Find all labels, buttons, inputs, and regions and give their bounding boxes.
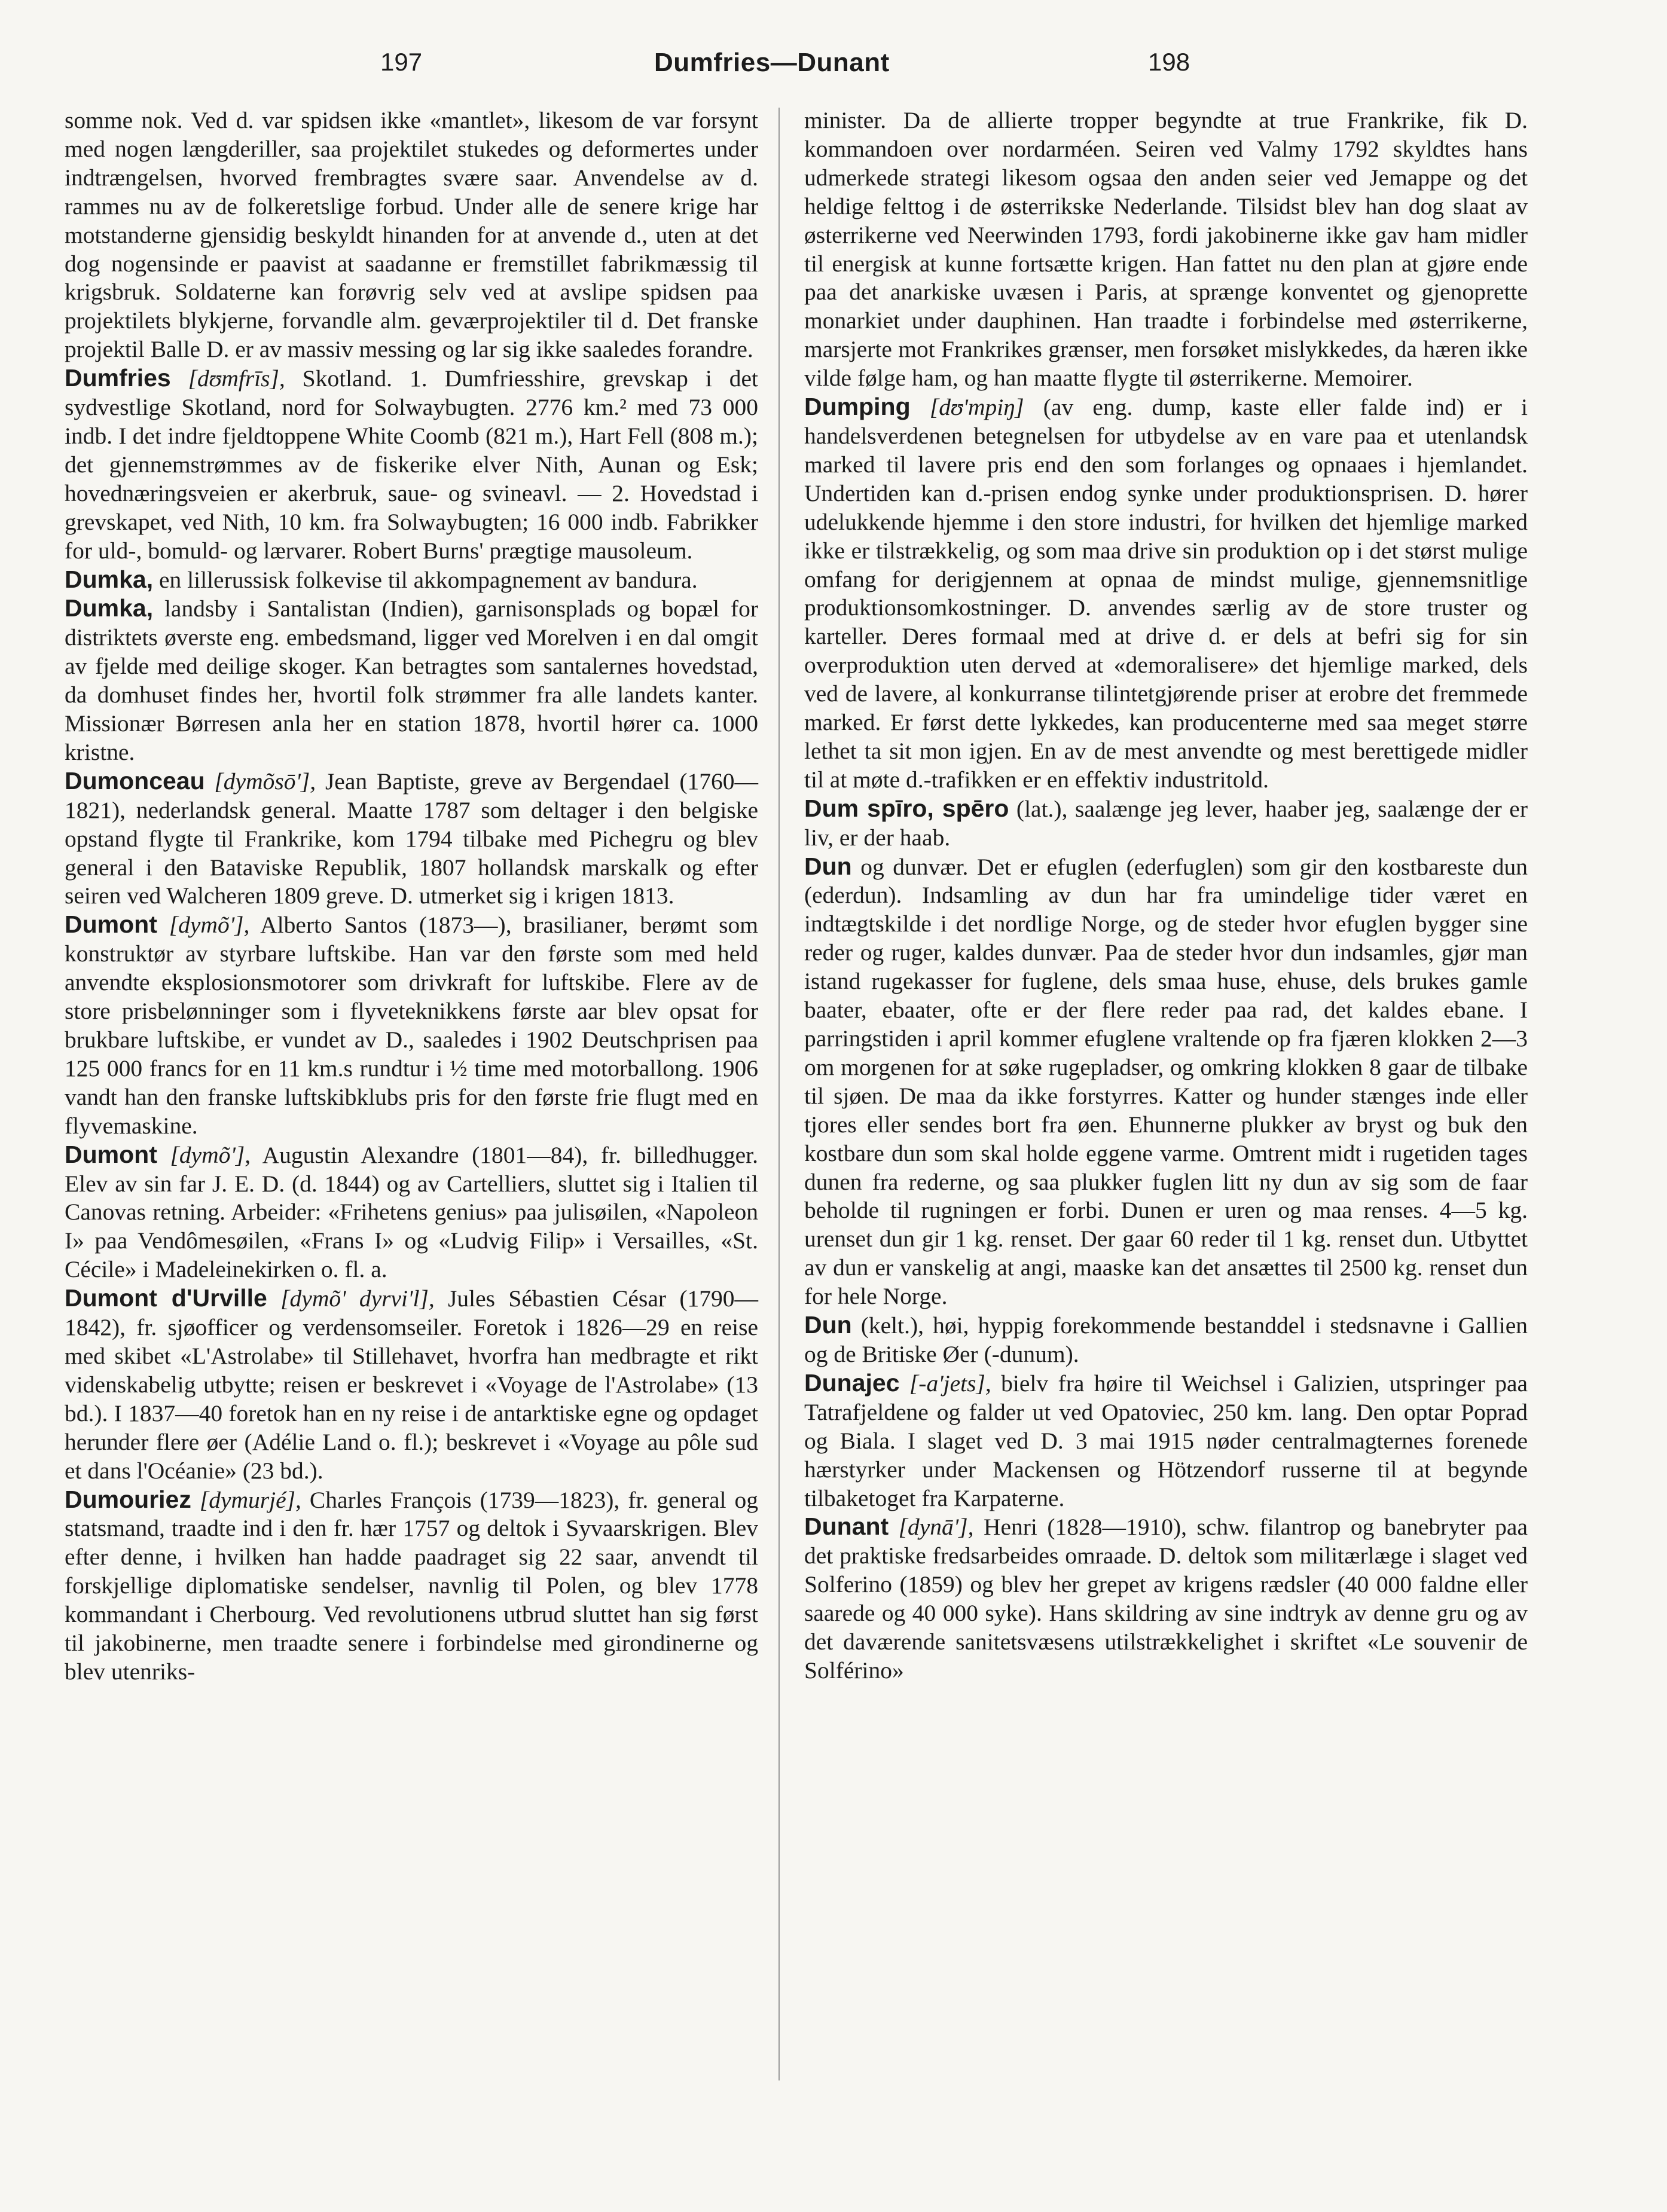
entry-headword: Dun [804,1311,852,1339]
entry-pronunciation: [dynā'], [898,1514,974,1541]
entry-headword: Dum spīro, spēro [804,794,1009,822]
entry-pronunciation: [dymõ' dyrvi'l], [280,1285,435,1312]
entry-headword: Dumfries [65,364,171,392]
page-number-right: 198 [1148,48,1190,76]
entry-pronunciation: [dymõ'], [169,912,250,939]
entry-text: Skotland. 1. Dumfriesshire, grevskap i det sydvestlige Skotland, nord for Solwaybugten. 2776 km.² med 73 000 indb. I det indre fjeldtoppene White Coomb (821 m.), Hart Fell (808 m.); det gjennemstrømmes av de fiskerike elver Nith, Aunan og Esk; hovednæringsveien er akerbruk, saue- og svineavl. — 2. Hovedstad i grevskapet, ved Nith, 10 km. fra Solwaybugten; 16 000 indb. Fabrikker for uld-, bomuld- og lærvarer. Robert Burns' prægtige mausoleum. [65,365,759,564]
entry-pronunciation: [dymõ'], [170,1141,251,1168]
dictionary-entry [804,1513,1528,1685]
entry-headword: Dumouriez [65,1485,191,1513]
entry-pronunciation: [dymõsō'], [214,768,316,795]
entry-text: Jules Sébastien César (1790—1842), fr. sjøofficer og verdensomseiler. Foretok i 1826—29 en reise med skibet «L'Astrolabe» til Stillehavet, hvorfra han medbragte et rikt videnskabelig utbytte; reisen er beskrevet i «Voyage de l'Astrolabe» (13 bd.). I 1837—40 foretok han en ny reise i de antarktiske egne og opdaget herunder flere øer (Adélie Land o. fl.); beskrevet i «Voyage au pôle sud et dans l'Océanie» (23 bd.). [65,1285,758,1484]
left-column [65,106,758,1687]
entry-text: bielv fra høire til Weichsel i Galizien, utspringer paa Tatrafjeldene og falder ut ved Opatoviec, 250 km. lang. Den optar Poprad og Biala. I slaget ved D. 3 mai 1915 nøder centralmagternes forenede hærstyrker under Mackensen og Hötzendorf russerne til at begynde tilbaketoget fra Karpaterne. [804,1370,1528,1511]
entry-headword: Dumping [804,393,911,421]
entry-text: Alberto Santos (1873—), brasilianer, berømt som konstruktør av styrbare luftskibe. Han var den første som med held anvendte eksplosionsmotorer som drivkraft for luftskibe. Flere av de store prisbelønninger som i flyveteknikkens første aar blev opsat for brukbare luftskibe, er vundet av D., saaledes i 1902 Deutschprisen paa 125 000 francs for en 11 km.s rundtur i ½ time med motorballong. 1906 vandt han den franske luftskibklubs pris for den første frie flugt med en flyvemaskine. [65,912,758,1139]
entry-text: en lillerussisk folkevise til akkompagnement av bandura. [158,566,698,593]
entry-text: (kelt.), høi, hyppig forekommende bestanddel i stedsnavne i Gallien og de Britiske Øer (-dunum). [804,1312,1528,1367]
entry-text: og dunvær. Det er efuglen (ederfuglen) som gir den kostbareste dun (ederdun). Indsamling av dun har fra umindelige tider været en indtægtskilde i det nordlige Norge, og de steder hvor efuglen bygger sine reder og ruger, kaldes dunvær. Paa de steder hvor dun indsamles, gjør man istand rugekasser for fuglene, dels smaa huse, ehuse, dels brukes gamle baater, ebaater, ofte er der flere reder paa rad, det kaldes ebane. I parringstiden i april kommer efuglene vraltende op fra fjæren klokken 2—3 om morgenen for at søke rugepladser, og omkring klokken 8 gaar de tilbake til sjøen. De maa da ikke forstyrres. Katter og hunder stænges inde eller tjores eller sendes bort fra øen. Ehunnerne plukker av bryst og buk den kostbare dun som skal holde eggene varme. Omtrent midt i rugetiden tages dunen fra rederne, og saa plukker fuglen litt ny dun av sig som de faar beholde til rugningen er forbi. Dunen er uren og maa renses. 4—5 kg. urenset dun gir 1 kg. renset. Der gaar 60 reder til 1 kg. renset dun. Utbyttet av dun er vanskelig at angi, maaske kan det ansættes til 2500 kg. renset dun for hele Norge. [804,853,1528,1310]
entry-headword: Dumont [65,1140,157,1168]
dictionary-entry [804,1369,1528,1513]
dictionary-entry [65,1284,758,1485]
entry-text: somme nok. Ved d. var spidsen ikke «mantlet», likesom de var forsynt med nogen længderiller, saa projektilet stukedes og deformertes under indtrængelsen, hvorved frembragtes svære saar. Anvendelse av d. rammes nu av de folkeretslige forbud. Under alle de senere krige har motstanderne gjensidig beskyldt hinanden for at anvende d., uten at det dog nogensinde er paavist at saadanne er fremstillet fabrikmæssig til krigsbruk. Soldaterne kan forøvrig selv ved at avslipe spidsen paa projektilets blykjerne, forvandle alm. geværprojektiler til d. Det franske projektil Balle D. er av massiv messing og lar sig ikke saaledes forandre. [65,107,758,363]
entry-text: Augustin Alexandre (1801—84), fr. billedhugger. Elev av sin far J. E. D. (d. 1844) og av Cartelliers, sluttet sig i Italien til Canovas retning. Arbeider: «Frihetens genius» paa julisøilen, «Napoleon I» paa Vendômesøilen, «Frans I» og «Ludvig Filip» i Versailles, «St. Cécile» i Madeleinekirken o. fl. a. [65,1141,759,1283]
entry-headword: Dumont [65,911,157,939]
entry-text: (lat.), saalænge jeg lever, haaber jeg, saalænge der er liv, er der haab. [804,795,1528,851]
page-header [0,48,1667,84]
entry-text: landsby i Santalistan (Indien), garnisonsplads og bopæl for distriktets øverste eng. embedsmand, ligger ved Morelven i en dal omgit av fjelde med deilige skoger. Kan betragtes som santalernes hovedstad, da domhuset findes her, hvortil folk strømmer fra alle landets kanter. Missionær Børresen anla her en station 1878, hvortil hører ca. 1000 kristne. [65,595,758,765]
dictionary-entry [65,566,758,595]
entry-headword: Dunant [804,1513,889,1541]
entry-continuation [65,106,758,364]
dictionary-entry [65,767,758,911]
column-divider [778,108,780,2080]
dictionary-entry [804,853,1528,1312]
entry-text: (av eng. dump, kaste eller falde ind) er i handelsverdenen betegnelsen for utbydelse av en vare paa et utenlandsk marked til lavere pris end den som forlanges og opnaaes i hjemlandet. Undertiden kan d.-prisen endog synke under produktionsprisen. D. hører udelukkende hjemme i den store industri, for hvilken det hjemlige marked ikke er tilstrækkelig, og som maa drive sin produktion op i det størst mulige omfang for derigjennem at opnaa de mindst mulige, gjennemsnitlige produktionsomkostninger. D. anvendes særlig av de store truster og karteller. Deres formaal med at drive d. er dels at befri sig for sin overproduktion uten derved at «demoralisere» det hjemlige marked, dels ved de lavere, al konkurranse tilintetgjørende priser at erobre det fremmede marked. Er først dette lykkedes, kan producenterne med saa meget større lethet ta sit mon igjen. En av de mest anvendte og mest berettigede midler til at møte d.-trafikken er en effektiv industritold. [804,394,1528,793]
entry-continuation [804,106,1528,393]
dictionary-entry [65,1486,758,1687]
dictionary-entry [65,911,758,1140]
entry-headword: Dunajec [804,1368,900,1397]
dictionary-entry [804,1311,1528,1369]
entry-text: Jean Baptiste, greve av Bergendael (1760—1821), nederlandsk general. Maatte 1787 som deltager i den belgiske opstand flygte til Frankrike, kom 1794 tilbake med Pichegru og blev general i den Bataviske Republik, 1807 hollandsk marskalk og efter seiren ved Walcheren 1809 greve. D. utmerket sig i krigen 1813. [65,768,759,909]
entry-headword: Dun [804,852,852,880]
dictionary-entry [804,393,1528,795]
dictionary-entry [65,364,758,565]
page-title: Dumfries—Dunant [654,48,890,77]
entry-headword: Dumka, [65,594,154,622]
entry-text: Henri (1828—1910), schw. filantrop og banebryter paa det praktiske fredsarbeides omraade. D. deltok som militærlæge i slaget ved Solferino (1859) og blev her grepet av krigens rædsler (40 000 faldne eller saarede og 40 000 syke). Hans skildring av sine indtryk av denne gru og av det daværende sanitetsvæsens utilstrækkelighet i skriftet «Le souvenir de Solférino» [804,1514,1528,1684]
entry-pronunciation: [dʊmfrīs], [188,365,285,392]
entry-pronunciation: [dʊ'mpiŋ] [929,394,1024,421]
entry-pronunciation: [-a'jets], [909,1370,991,1397]
entry-headword: Dumka, [65,565,154,593]
entry-pronunciation: [dymurjé], [199,1486,301,1513]
entry-headword: Dumonceau [65,766,205,795]
dictionary-entry [65,594,758,766]
dictionary-entry [804,795,1528,853]
dictionary-entry [65,1141,758,1285]
right-column [804,106,1528,1685]
entry-text: minister. Da de allierte tropper begyndte at true Frankrike, fik D. kommandoen over nordarméen. Seiren ved Valmy 1792 skyldtes hans udmerkede strategi likesom ogsaa den anden seier ved Jemappe og det heldige felttog i de østerrikske Nederlande. Tilsidst blev han dog slaat av østerrikerne ved Neerwinden 1793, fordi jakobinerne ikke gav ham midler til energisk at kunne fortsætte krigen. Han fattet nu den plan at gjøre ende paa det anarkiske uvæsen i Paris, at sprænge konventet og gjenoprette monarkiet under dauphinen. Han traadte i forbindelse med østerrikerne, marsjerte mot Frankrikes grænser, men forsøket mislykkedes, da hæren ikke vilde følge ham, og han maatte flygte til østerrikerne. Memoirer. [804,107,1528,392]
entry-text: Charles François (1739—1823), fr. general og statsmand, traadte ind i den fr. hær 1757 og deltok i Syvaarskrigen. Blev efter denne, i hvilken han hadde paadraget sig 22 saar, anvendt til forskjellige diplomatiske sendelser, navnlig til Polen, og blev 1778 kommandant i Cherbourg. Ved revolutionens utbrud sluttet han sig først til jakobinerne, men traadte senere i forbindelse med girondinerne og blev utenriks- [65,1486,759,1685]
entry-headword: Dumont d'Urville [65,1284,267,1312]
page-number-left: 197 [380,48,423,76]
